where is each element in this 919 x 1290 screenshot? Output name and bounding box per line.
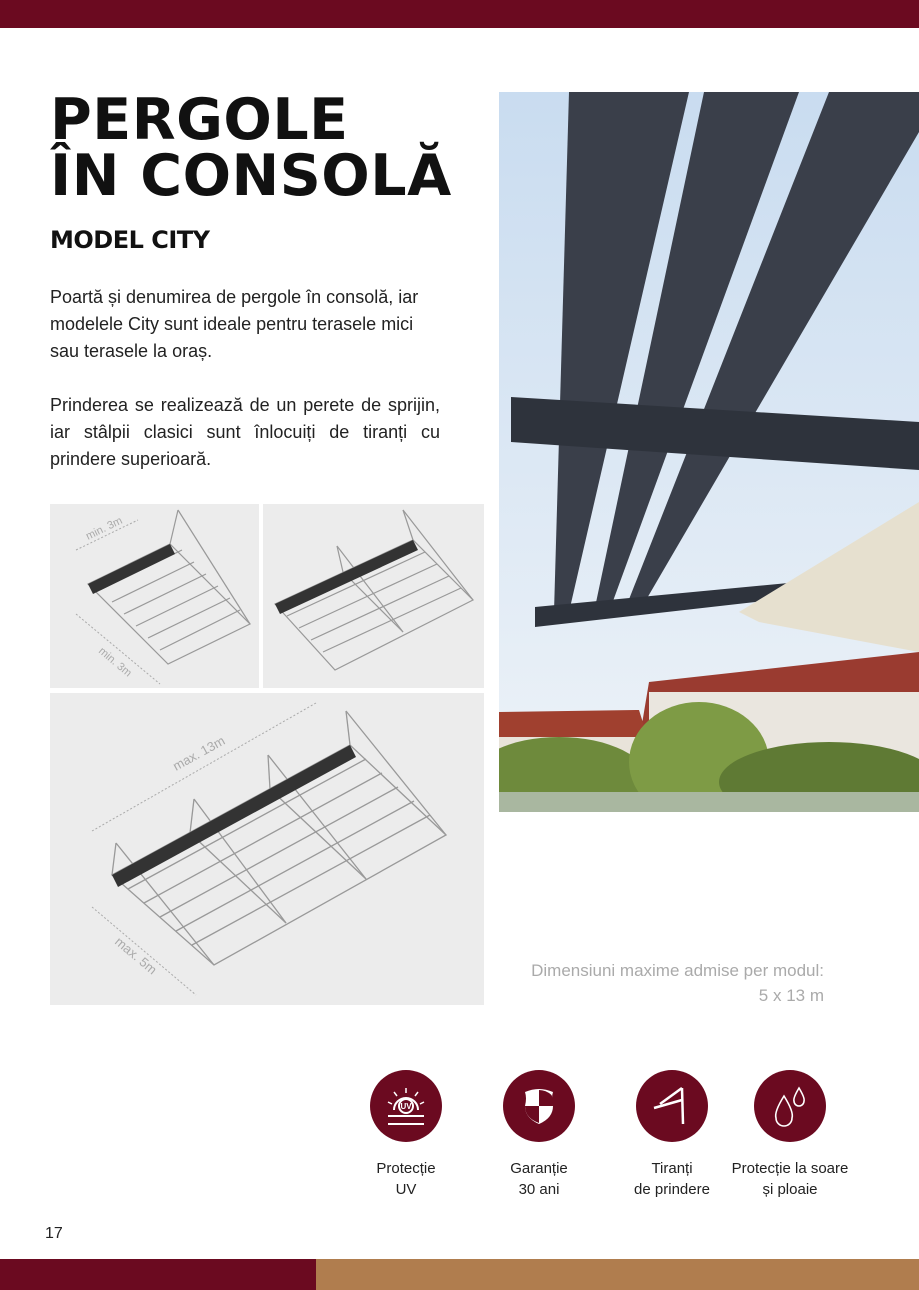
- pergola-photo: [499, 92, 919, 812]
- subtitle: MODEL CITY: [50, 226, 210, 254]
- mounting-paragraph: Prinderea se realizează de un perete de sprijin, iar stâlpii clasici sunt înlocuiți de tiranți cu prindere superioară.: [50, 395, 440, 469]
- dimension-label-depth: min. 3m: [96, 645, 134, 680]
- feature-label: Protecție: [376, 1160, 436, 1177]
- intro-paragraph: Poartă și denumirea de pergole în consolă, iar modelele City sunt ideale pentru terasele mici sau terasele la oraș.: [50, 287, 419, 361]
- dimension-label-max-width: max. 13m: [170, 732, 228, 774]
- feature-label: UV: [395, 1181, 417, 1198]
- diagram-max-dimensions: [50, 693, 484, 1005]
- bottom-bar-accent: [316, 1259, 919, 1290]
- caption-line-1: Dimensiuni maxime admise per modul:: [531, 961, 824, 980]
- svg-text:UV: UV: [400, 1102, 412, 1111]
- feature-label: și ploaie: [762, 1181, 818, 1198]
- shield-icon: [503, 1070, 575, 1142]
- page-number: 17: [45, 1225, 63, 1242]
- top-bar: [0, 0, 919, 28]
- dimension-label-width: min. 3m: [84, 514, 125, 543]
- feature-label: Tiranți: [651, 1160, 693, 1177]
- tie-rod-icon: [636, 1070, 708, 1142]
- diagram-double-module: [263, 504, 484, 688]
- page-title: [50, 87, 452, 209]
- uv-sun-icon: [370, 1070, 442, 1142]
- diagram-single-dimensions: [50, 504, 259, 688]
- feature-uv-protection: [331, 1070, 481, 1200]
- feature-warranty: [464, 1070, 614, 1200]
- water-drops-icon: [754, 1070, 826, 1142]
- feature-label: Garanție: [510, 1160, 568, 1177]
- max-dimensions-caption: [531, 958, 824, 1008]
- feature-label: de prindere: [634, 1181, 710, 1198]
- caption-line-2: 5 x 13 m: [758, 986, 824, 1005]
- feature-sun-rain-protection: [715, 1070, 865, 1200]
- title-line-2: ÎN CONSOLĂ: [50, 143, 452, 209]
- title-line-1: PERGOLE: [50, 87, 349, 153]
- feature-label: Protecție la soare: [731, 1160, 849, 1177]
- bottom-bar-brand: [0, 1259, 316, 1290]
- feature-label: 30 ani: [518, 1181, 560, 1198]
- dimension-label-max-depth: max. 5m: [112, 933, 160, 978]
